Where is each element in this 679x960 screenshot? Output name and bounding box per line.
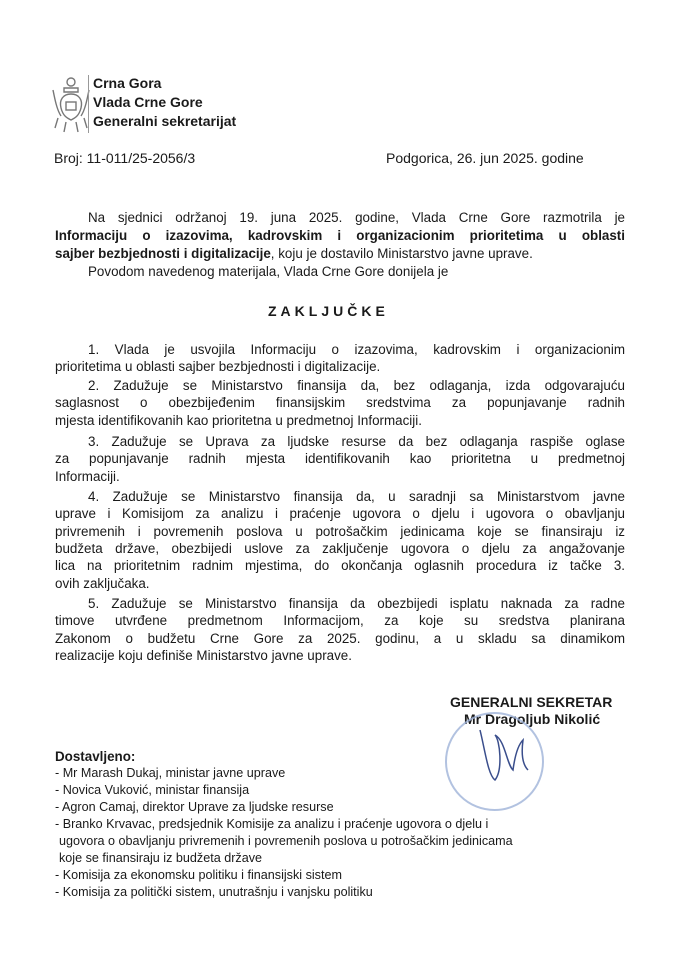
conclusions-heading: ZAKLJUČKE [268,303,389,319]
intro-line: Informaciju o izazovima, kadrovskim i organizacionim prioritetima u oblasti [55,228,625,243]
conclusion-item-line: 1. Vlada je usvojila Informaciju o izazovima, kadrovskim i organizacionim [88,342,625,357]
conclusion-item-line: 5. Zadužuje se Ministarstvo finansija da obezbijedi isplatu naknada za radne [88,596,625,611]
conclusion-item-line: timove utvrđene predmetnom Informacijom, za koje su sredstva planirana [55,613,625,629]
signatory-name: Mr Dragoljub Nikolić [464,711,601,727]
conclusion-item-line: prioritetima u oblasti sajber bezbjednosti i digitalizacije. [55,359,381,375]
intro-bold: sajber bezbjednosti i digitalizacije [55,246,271,261]
header-divider [88,75,89,133]
header-government: Vlada Crne Gore [93,94,203,110]
conclusion-item-line: 2. Zadužuje se Ministarstvo finansija da, bez odlaganja, izda odgovarajuću [88,378,625,393]
conclusion-item-line: lica na prioritetnim radnim mjestima, do okončanja oglasnih procedura iz tačke 3. [55,558,625,574]
place-date: Podgorica, 26. jun 2025. godine [386,150,584,166]
conclusion-item-line: saglasnost o obezbijeđenim finansijskim sredstvima za popunjavanje radnih [55,395,625,411]
conclusion-item-line: realizacije koju definiše Ministarstvo javne uprave. [55,647,352,663]
intro-line: Na sjednici održanoj 19. juna 2025. godine, Vlada Crne Gore razmotrila je [88,210,625,225]
intro-line [55,246,533,262]
intro-rest: , koju je dostavilo Ministarstvo javne uprave. [270,246,533,261]
distribution-item: - Novica Vuković, ministar finansija [55,783,250,797]
conclusion-item-line: za popunjavanje radnih mjesta identifikovanih kao prioritetna u predmetnoj [55,451,625,467]
distribution-item: - Branko Krvavac, predsjednik Komisije za analizu i praćenje ugovora o djelu i [55,817,489,831]
distribution-item: - Agron Camaj, direktor Uprave za ljudske resurse [55,800,334,814]
conclusion-item-line: budžeta države, obezbijedi uslove za zaključenje ugovora o djelu za angažovanje [55,540,625,556]
distribution-item: koje se finansiraju iz budžeta države [59,851,263,865]
conclusion-item-line: Informaciji. [55,468,120,484]
handwritten-signature [470,720,540,790]
distribution-title: Dostavljeno: [55,749,136,764]
conclusion-item-line: uprave i Komisijom za analizu i praćenje ugovora o djelu i ugovora o obavljanju [55,506,625,522]
conclusion-item-line: ovih zaključaka. [55,575,150,591]
header-country: Crna Gora [93,75,162,91]
conclusion-item-line: privremenih i povremenih poslova u potrošačkim jedinicama koje se finansiraju iz [55,523,625,539]
header-secretariat: Generalni sekretarijat [93,113,237,129]
conclusion-item-line: 4. Zadužuje se Ministarstvo finansija da, u saradnji sa Ministarstvom javne [88,489,625,504]
conclusion-item-line: 3. Zadužuje se Uprava za ljudske resurse da bez odlaganja raspiše oglase [88,434,625,449]
distribution-item: - Komisija za ekonomsku politiku i finansijski sistem [55,868,342,882]
distribution-item: - Mr Marash Dukaj, ministar javne uprave [55,766,286,780]
signature-title: GENERALNI SEKRETAR [450,694,613,710]
distribution-item: - Komisija za politički sistem, unutrašnju i vanjsku politiku [55,885,373,899]
conclusion-item-line: Zakonom o budžetu Crne Gore za 2025. godinu, a u skladu sa dinamikom [55,630,625,646]
intro-line: Povodom navedenog materijala, Vlada Crne Gore donijela je [88,264,449,279]
distribution-item: ugovora o obavljanju privremenih i povremenih poslova u potrošačkim jedinicama [59,834,513,848]
conclusion-item-line: mjesta identifikovanih kao prioritetna u predmetnoj Informaciji. [55,412,422,428]
reference-number: Broj: 11-011/25-2056/3 [54,150,196,166]
coat-of-arms-logo [50,74,92,136]
